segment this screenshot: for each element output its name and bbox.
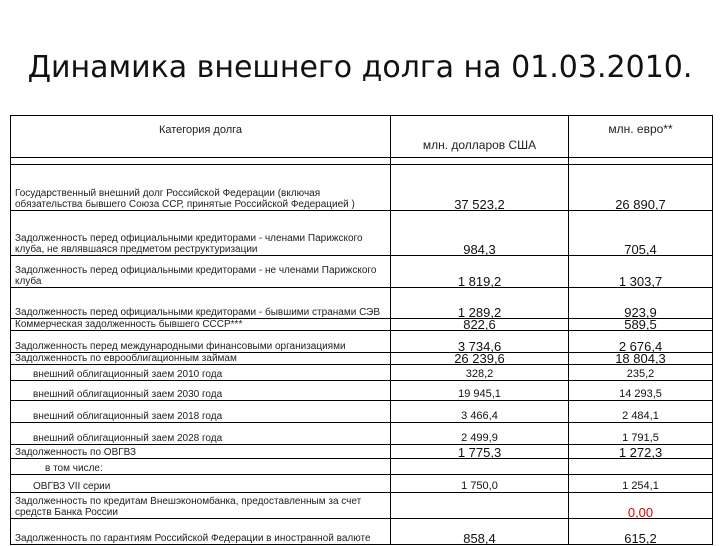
row-eur: 705,4 bbox=[569, 211, 713, 256]
row-label: Задолженность перед международными финансовыми организациями bbox=[11, 331, 391, 353]
table-row bbox=[11, 445, 713, 459]
header-category: Категория долга bbox=[11, 116, 391, 158]
row-eur: 1 303,7 bbox=[569, 256, 713, 288]
table-row bbox=[11, 165, 713, 211]
row-label: Задолженность по ОВГВЗ bbox=[11, 445, 391, 459]
row-usd: 858,4 bbox=[391, 519, 569, 545]
row-usd: 328,2 bbox=[391, 365, 569, 381]
row-label: ОВГВЗ VII серии bbox=[11, 475, 391, 493]
row-usd: 19 945,1 bbox=[391, 381, 569, 401]
row-eur: 0,00 bbox=[569, 493, 713, 519]
row-eur: 18 804,3 bbox=[569, 353, 713, 365]
row-eur: 589,5 bbox=[569, 319, 713, 331]
row-eur: 1 254,1 bbox=[569, 475, 713, 493]
table-row bbox=[11, 423, 713, 445]
external-debt-table bbox=[10, 115, 713, 545]
row-eur: 923,9 bbox=[569, 288, 713, 319]
row-label: Задолженность перед официальными кредиторами - членами Парижского клуба, не являвшаяся предметом реструктуризации bbox=[11, 211, 391, 256]
row-usd: 26 239,6 bbox=[391, 353, 569, 365]
row-label: в том числе: bbox=[11, 459, 391, 475]
table-row bbox=[11, 475, 713, 493]
row-eur: 26 890,7 bbox=[569, 165, 713, 211]
row-label: внешний облигационный заем 2018 года bbox=[11, 401, 391, 423]
row-eur: 1 272,3 bbox=[569, 445, 713, 459]
table-row bbox=[11, 381, 713, 401]
row-label: Коммерческая задолженность бывшего СССР*** bbox=[11, 319, 391, 331]
table-row bbox=[11, 211, 713, 256]
row-label: внешний облигационный заем 2028 года bbox=[11, 423, 391, 445]
row-label: внешний облигационный заем 2030 года bbox=[11, 381, 391, 401]
row-usd: 1 775,3 bbox=[391, 445, 569, 459]
row-eur: 615,2 bbox=[569, 519, 713, 545]
table-row bbox=[11, 331, 713, 353]
table-row bbox=[11, 519, 713, 545]
row-label: Задолженность по еврооблигационным займам bbox=[11, 353, 391, 365]
row-usd: 2 499,9 bbox=[391, 423, 569, 445]
row-usd: 1 750,0 bbox=[391, 475, 569, 493]
table-row bbox=[11, 365, 713, 381]
table-row bbox=[11, 493, 713, 519]
table-row bbox=[11, 353, 713, 365]
row-label: Задолженность по кредитам Внешэкономбанка, предоставленным за счет средств Банка России bbox=[11, 493, 391, 519]
table-row bbox=[11, 256, 713, 288]
slide-title: Динамика внешнего долга на 01.03.2010. bbox=[27, 50, 693, 85]
table-row bbox=[11, 319, 713, 331]
row-usd: 37 523,2 bbox=[391, 165, 569, 211]
row-label: внешний облигационный заем 2010 года bbox=[11, 365, 391, 381]
row-usd bbox=[391, 493, 569, 519]
row-usd: 822,6 bbox=[391, 319, 569, 331]
table-header-row bbox=[11, 116, 713, 158]
row-label: Государственный внешний долг Российской Федерации (включая обязательства бывшего Союза ССР, принятые Российской Федерацией ) bbox=[11, 165, 391, 211]
row-label: Задолженность по гарантиям Российской Федерации в иностранной валюте bbox=[11, 519, 391, 545]
row-eur: 14 293,5 bbox=[569, 381, 713, 401]
header-eur: млн. евро** bbox=[569, 116, 713, 158]
row-eur: 2 484,1 bbox=[569, 401, 713, 423]
row-eur: 1 791,5 bbox=[569, 423, 713, 445]
table-row bbox=[11, 459, 713, 475]
row-eur: 235,2 bbox=[569, 365, 713, 381]
table-row bbox=[11, 288, 713, 319]
row-usd: 3 466,4 bbox=[391, 401, 569, 423]
row-usd: 1 819,2 bbox=[391, 256, 569, 288]
row-usd: 984,3 bbox=[391, 211, 569, 256]
header-usd: млн. долларов США bbox=[391, 116, 569, 158]
row-label: Задолженность перед официальными кредиторами - не членами Парижского клуба bbox=[11, 256, 391, 288]
row-usd: 1 289,2 bbox=[391, 288, 569, 319]
row-eur: 2 676,4 bbox=[569, 331, 713, 353]
row-label: Задолженность перед официальными кредиторами - бывшими странами СЭВ bbox=[11, 288, 391, 319]
table-row bbox=[11, 401, 713, 423]
row-usd: 3 734,6 bbox=[391, 331, 569, 353]
